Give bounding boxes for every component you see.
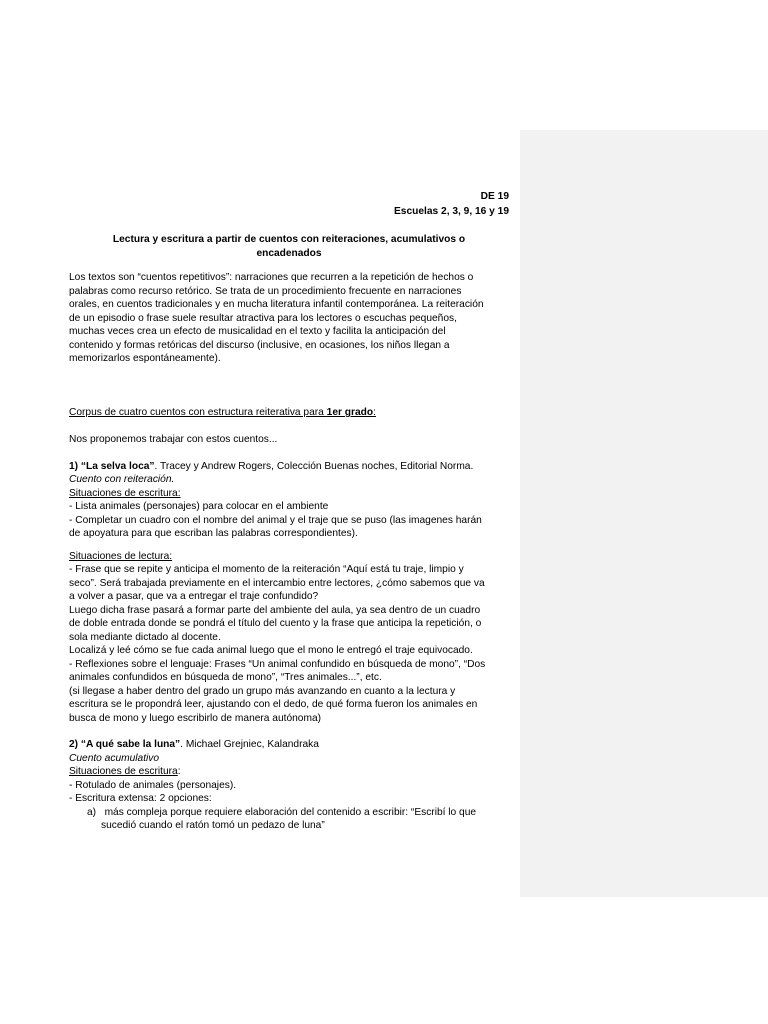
story1-reading-line: - Frase que se repite y anticipa el momento de la reiteración “Aquí está tu traje, limpio y <box>69 564 464 575</box>
story1-reading-line: escritura se le propondrá leer, ajustando con el dedo, de qué forma fueron los animales en <box>69 699 478 710</box>
option-a-line: más compleja porque requiere elaboración del contenido a escribir: “Escribí lo que <box>104 807 477 818</box>
intro-line: palabras como recurso retórico. Se trata de un procedimiento frecuente en narraciones <box>69 286 462 297</box>
story1-reading-line: de doble entrada donde se pondrá el título del cuento y la frase que anticipa la repetición, o <box>69 618 482 629</box>
story1-writing-line: - Completar un cuadro con el nombre del animal y el traje que se puso (las imagenes harán <box>69 515 482 526</box>
intro-line: orales, en cuentos tradicionales y en mucha literatura infantil contemporánea. La reiteración <box>69 299 484 310</box>
story1-reading-line: a volver a pasar, que va a entregar el traje confundido? <box>69 591 319 602</box>
story1-reading-line: seco”. Será trabajada previamente en el intercambio entre lectores, ¿cómo sabemos que va <box>69 578 485 589</box>
intro-line: Los textos son “cuentos repetitivos”: narraciones que recurren a la repetición de hechos o <box>69 272 474 283</box>
comment-balloon[interactable] <box>520 130 768 897</box>
story2-option-a <box>69 806 527 819</box>
story1-reading-line: animales confundidos en búsqueda de mono”, “Tres animales...”, etc. <box>69 672 382 683</box>
intro-line: de un episodio o frase suele resultar atractiva para los lectores o escuchas pequeños, <box>69 313 457 324</box>
story2-writing-line: - Rotulado de animales (personajes). <box>69 780 237 791</box>
story1-reading-line: sola mediante dictado al docente. <box>69 632 221 643</box>
story1-heading <box>69 460 509 473</box>
intro-line: contenido y formas retóricas del discurso (inclusive, en ocasiones, los niños llegan a <box>69 340 450 351</box>
story1-writing-line: de apoyatura para que escriban las palabras correspondientes). <box>69 528 358 539</box>
corpus-heading <box>69 406 509 419</box>
header-line-2: Escuelas 2, 3, 9, 16 y 19 <box>394 206 509 217</box>
story1-reading-line: Localizá y leé cómo se fue cada animal luego que el mono le entregó el traje equivocado. <box>69 645 473 656</box>
story2-title: 2) “A qué sabe la luna” <box>69 739 181 750</box>
option-a-marker: a) <box>87 807 97 818</box>
title-line-2: encadenados <box>256 248 322 259</box>
header-line-1: DE 19 <box>480 191 509 202</box>
intro-line: memorizarlos espontáneamente). <box>69 353 221 364</box>
corpus-grade: 1er grado <box>326 407 374 418</box>
story2-writing-heading-row <box>69 765 509 778</box>
story1-writing-line: - Lista animales (personajes) para colocar en el ambiente <box>69 501 329 512</box>
story1-reading-line: busca de mono y luego escribirlo de manera autónoma) <box>69 713 322 724</box>
story1-reading-line: Luego dicha frase pasará a formar parte del ambiente del aula, ya sea dentro de un cuadro <box>69 605 481 616</box>
story1-title: 1) “La selva loca” <box>69 461 155 472</box>
story2-heading <box>69 738 509 751</box>
story1-reading-line: - Reflexiones sobre el lenguaje: Frases “Un animal confundido en búsqueda de mono”, “Dos <box>69 659 486 670</box>
story2-writing-heading-colon: : <box>177 766 181 777</box>
proposal-text: Nos proponemos trabajar con estos cuentos... <box>69 434 278 445</box>
corpus-suffix: : <box>373 407 376 418</box>
corpus-prefix: Corpus de cuatro cuentos con estructura reiterativa para <box>69 407 327 418</box>
title-line-1: Lectura y escritura a partir de cuentos con reiteraciones, acumulativos o <box>112 234 466 245</box>
story1-type: Cuento con reiteración. <box>69 474 175 485</box>
story2-writing-heading: Situaciones de escritura <box>69 766 178 777</box>
story2-details: . Michael Grejniec, Kalandraka <box>180 739 319 750</box>
story2-type: Cuento acumulativo <box>69 753 160 764</box>
story1-reading-line: (si llegase a haber dentro del grado un grupo más avanzando en cuanto a la lectura y <box>69 686 456 697</box>
intro-line: muchas veces crea un efecto de musicalidad en el texto y facilita la anticipación del <box>69 326 446 337</box>
story2-option-a-cont: sucedió cuando el ratón tomó un pedazo de luna” <box>101 820 325 831</box>
story1-details: . Tracey y Andrew Rogers, Colección Buenas noches, Editorial Norma. <box>154 461 474 472</box>
story1-writing-heading: Situaciones de escritura: <box>69 488 181 499</box>
story1-reading-heading: Situaciones de lectura: <box>69 551 173 562</box>
story2-writing-line: - Escritura extensa: 2 opciones: <box>69 793 212 804</box>
